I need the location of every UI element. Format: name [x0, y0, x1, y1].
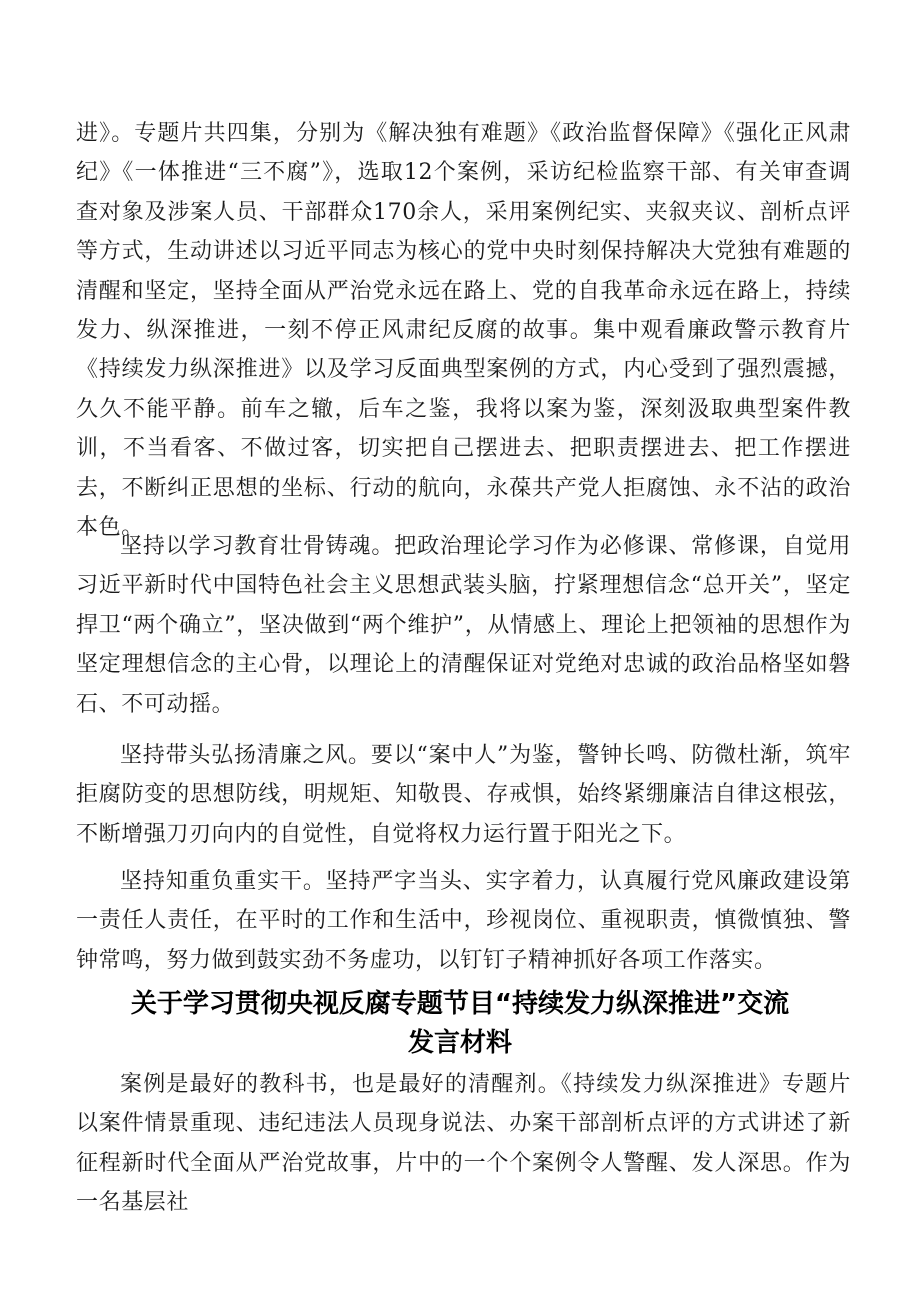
paragraph-case-study: 案例是最好的教科书，也是最好的清醒剂。《持续发力纵深推进》专题片以案件情景重现、违纪违法人员现身说法、办案干部剖析点评的方式讲述了新征程新时代全面从严治党故事，片中的一个个案例令人警醒、发人深思。作为一名基层社 [76, 1072, 851, 1216]
paragraph-hard-work: 坚持知重负重实干。坚持严字当头、实字着力，认真履行党风廉政建设第一责任人责任，在平时的工作和生活中，珍视岗位、重视职责，慎微慎独、警钟常鸣，努力做到鼓实劲不务虚功，以钉钉子精神抓好各项工作落实。 [76, 869, 851, 973]
paragraph-intro-continuation: 进》。专题片共四集，分别为《解决独有难题》《政治监督保障》《强化正风肃纪》《一体推进“三不腐”》，选取12个案例，采访纪检监察干部、有关审查调查对象及涉案人员、干部群众170余人，采用案例纪实、夹叙夹议、剖析点评等方式，生动讲述以习近平同志为核心的党中央时刻保持解决大党独有难题的清醒和坚定，坚持全面从严治党永远在路上、党的自我革命永远在路上，持续发力、纵深推进，一刻不停正风肃纪反腐的故事。集中观看廉政警示教育片《持续发力纵深推进》以及学习反面典型案例的方式，内心受到了强烈震撼，久久不能平静。前车之辙，后车之鉴，我将以案为鉴，深刻汲取典型案件教训，不当看客、不做过客，切实把自己摆进去、把职责摆进去、把工作摆进去，不断纠正思想的坐标、行动的航向，永葆共产党人拒腐蚀、永不沾的政治本色。 [76, 121, 851, 541]
paragraph-integrity-culture: 坚持带头弘扬清廉之风。要以“案中人”为鉴，警钟长鸣、防微杜渐，筑牢拒腐防变的思想防线，明规矩、知敬畏、存戒惧，始终紧绷廉洁自律这根弦，不断增强刀刃向内的自觉性，自觉将权力运行置于阳光之下。 [76, 743, 851, 847]
paragraph-study-education: 坚持以学习教育壮骨铸魂。把政治理论学习作为必修课、常修课，自觉用习近平新时代中国特色社会主义思想武装头脑，拧紧理想信念“总开关”，坚定捍卫“两个确立”，坚决做到“两个维护”，从情感上、理论上把领袖的思想作为坚定理想信念的主心骨，以理论上的清醒保证对党绝对忠诚的政治品格坚如磐石、不可动摇。 [76, 534, 851, 717]
section-heading: 关于学习贯彻央视反腐专题节目“持续发力纵深推进”交流发言材料 [130, 989, 790, 1058]
